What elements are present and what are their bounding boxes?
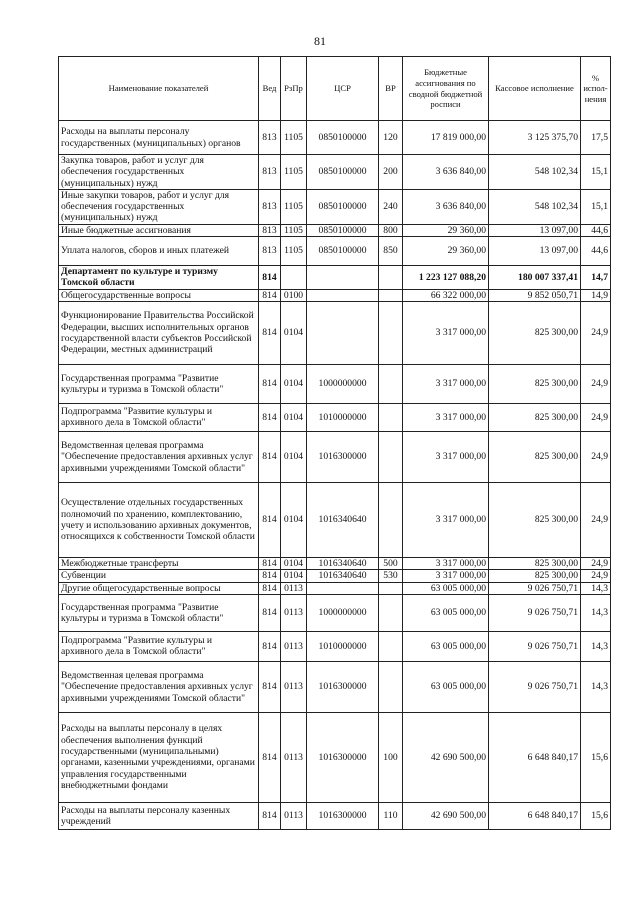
table-row [59, 631, 611, 661]
table-row [59, 403, 611, 431]
cell-assignments: 3 317 000,00 [403, 403, 489, 431]
cell-vr: 120 [379, 121, 403, 155]
cell-csr: 1016340640 [307, 570, 379, 582]
cell-ved: 813 [259, 121, 281, 155]
cell-vr [379, 631, 403, 661]
table-row [59, 301, 611, 364]
cell-cash-execution: 548 102,34 [489, 155, 581, 190]
cell-vr: 800 [379, 224, 403, 236]
table-row [59, 582, 611, 594]
cell-cash-execution: 13 097,00 [489, 237, 581, 266]
cell-csr: 1016300000 [307, 431, 379, 482]
table-row [59, 431, 611, 482]
cell-name: Другие общегосударственные вопросы [59, 582, 259, 594]
cell-cash-execution: 9 026 750,71 [489, 594, 581, 631]
cell-name: Расходы на выплаты персоналу в целях обеспечения выполнения функций государственными (муниципальными) органами, казенными учреждениями, органами управления государственными внебюджетными фондами [59, 712, 259, 802]
cell-percent: 44,6 [581, 237, 611, 266]
cell-name: Подпрограмма "Развитие культуры и архивного дела в Томской области" [59, 631, 259, 661]
cell-vr [379, 301, 403, 364]
cell-percent: 24,9 [581, 557, 611, 569]
table-row [59, 364, 611, 403]
cell-csr: 0850100000 [307, 121, 379, 155]
cell-percent: 24,9 [581, 364, 611, 403]
cell-percent: 14,3 [581, 661, 611, 712]
cell-ved: 813 [259, 224, 281, 236]
cell-csr: 0850100000 [307, 237, 379, 266]
header-csr: ЦСР [307, 57, 379, 121]
table-row [59, 570, 611, 582]
cell-ved: 813 [259, 189, 281, 224]
cell-csr [307, 301, 379, 364]
cell-csr [307, 582, 379, 594]
cell-assignments: 3 317 000,00 [403, 431, 489, 482]
cell-assignments: 3 317 000,00 [403, 301, 489, 364]
cell-percent: 15,1 [581, 155, 611, 190]
cell-cash-execution: 13 097,00 [489, 224, 581, 236]
cell-csr: 1016340640 [307, 557, 379, 569]
cell-percent: 14,7 [581, 266, 611, 290]
cell-csr: 1010000000 [307, 403, 379, 431]
cell-ved: 814 [259, 570, 281, 582]
cell-assignments: 3 317 000,00 [403, 557, 489, 569]
cell-assignments: 29 360,00 [403, 237, 489, 266]
page-number: 81 [314, 34, 326, 48]
cell-ved: 814 [259, 661, 281, 712]
cell-rzpr: 0104 [281, 364, 307, 403]
cell-csr: 1010000000 [307, 631, 379, 661]
cell-rzpr: 0104 [281, 482, 307, 557]
cell-csr: 1016300000 [307, 712, 379, 802]
cell-percent: 44,6 [581, 224, 611, 236]
cell-rzpr: 0113 [281, 594, 307, 631]
cell-ved: 814 [259, 289, 281, 301]
cell-rzpr: 0104 [281, 403, 307, 431]
table-row [59, 224, 611, 236]
cell-vr: 850 [379, 237, 403, 266]
cell-assignments: 3 636 840,00 [403, 155, 489, 190]
header-cash-execution: Кассовое исполнение [489, 57, 581, 121]
cell-assignments: 63 005 000,00 [403, 582, 489, 594]
cell-cash-execution: 9 026 750,71 [489, 582, 581, 594]
cell-csr: 1016340640 [307, 482, 379, 557]
cell-ved: 814 [259, 431, 281, 482]
table-header-row [59, 57, 611, 121]
cell-csr [307, 289, 379, 301]
cell-assignments: 42 690 500,00 [403, 712, 489, 802]
cell-ved: 813 [259, 237, 281, 266]
budget-table [58, 56, 611, 830]
cell-name: Государственная программа "Развитие культуры и туризма в Томской области" [59, 594, 259, 631]
table-row [59, 266, 611, 290]
cell-percent: 24,9 [581, 482, 611, 557]
table-row [59, 557, 611, 569]
cell-assignments: 3 317 000,00 [403, 364, 489, 403]
cell-assignments: 1 223 127 088,20 [403, 266, 489, 290]
cell-rzpr: 1105 [281, 121, 307, 155]
cell-ved: 814 [259, 631, 281, 661]
header-vr: ВР [379, 57, 403, 121]
table-row [59, 121, 611, 155]
cell-vr [379, 582, 403, 594]
cell-csr [307, 266, 379, 290]
cell-ved: 814 [259, 301, 281, 364]
cell-percent: 14,3 [581, 594, 611, 631]
cell-assignments: 66 322 000,00 [403, 289, 489, 301]
cell-cash-execution: 9 852 050,71 [489, 289, 581, 301]
table-row [59, 661, 611, 712]
cell-vr [379, 661, 403, 712]
cell-assignments: 17 819 000,00 [403, 121, 489, 155]
cell-vr [379, 431, 403, 482]
cell-percent: 15,1 [581, 189, 611, 224]
cell-vr [379, 403, 403, 431]
cell-name: Закупка товаров, работ и услуг для обеспечения государственных (муниципальных) нужд [59, 155, 259, 190]
cell-cash-execution: 6 648 840,17 [489, 712, 581, 802]
cell-cash-execution: 180 007 337,41 [489, 266, 581, 290]
cell-vr [379, 364, 403, 403]
cell-vr: 240 [379, 189, 403, 224]
cell-ved: 813 [259, 155, 281, 190]
cell-cash-execution: 9 026 750,71 [489, 631, 581, 661]
cell-percent: 15,6 [581, 712, 611, 802]
cell-name: Департамент по культуре и туризму Томской области [59, 266, 259, 290]
cell-percent: 15,6 [581, 802, 611, 829]
cell-rzpr: 0104 [281, 570, 307, 582]
cell-vr [379, 289, 403, 301]
cell-cash-execution: 825 300,00 [489, 482, 581, 557]
cell-percent: 17,5 [581, 121, 611, 155]
cell-rzpr: 0104 [281, 557, 307, 569]
table-row [59, 289, 611, 301]
header-percent: % испол-нения [581, 57, 611, 121]
table-body [59, 121, 611, 830]
cell-rzpr: 0104 [281, 301, 307, 364]
cell-cash-execution: 9 026 750,71 [489, 661, 581, 712]
table-row [59, 189, 611, 224]
cell-cash-execution: 825 300,00 [489, 431, 581, 482]
cell-csr: 1000000000 [307, 594, 379, 631]
cell-name: Ведомственная целевая программа "Обеспечение предоставления архивных услуг архивными учреждениями Томской области" [59, 431, 259, 482]
cell-name: Функционирование Правительства Российской Федерации, высших исполнительных органов государственной власти субъектов Российской Федерации, местных администраций [59, 301, 259, 364]
cell-rzpr: 0113 [281, 712, 307, 802]
cell-percent: 14,3 [581, 582, 611, 594]
cell-vr: 530 [379, 570, 403, 582]
cell-cash-execution: 3 125 375,70 [489, 121, 581, 155]
cell-rzpr: 1105 [281, 189, 307, 224]
cell-rzpr: 1105 [281, 224, 307, 236]
cell-ved: 814 [259, 403, 281, 431]
cell-vr: 110 [379, 802, 403, 829]
header-assignments: Бюджетные ассигнования по сводной бюджетной росписи [403, 57, 489, 121]
cell-name: Межбюджетные трансферты [59, 557, 259, 569]
cell-percent: 24,9 [581, 570, 611, 582]
cell-cash-execution: 548 102,34 [489, 189, 581, 224]
cell-csr: 1016300000 [307, 661, 379, 712]
cell-cash-execution: 825 300,00 [489, 301, 581, 364]
cell-name: Иные закупки товаров, работ и услуг для обеспечения государственных (муниципальных) нужд [59, 189, 259, 224]
cell-rzpr: 0100 [281, 289, 307, 301]
cell-ved: 814 [259, 712, 281, 802]
cell-name: Уплата налогов, сборов и иных платежей [59, 237, 259, 266]
cell-rzpr: 0113 [281, 582, 307, 594]
table-row [59, 594, 611, 631]
cell-vr [379, 266, 403, 290]
cell-vr: 100 [379, 712, 403, 802]
cell-rzpr: 1105 [281, 237, 307, 266]
cell-name: Подпрограмма "Развитие культуры и архивного дела в Томской области" [59, 403, 259, 431]
cell-percent: 24,9 [581, 403, 611, 431]
cell-rzpr [281, 266, 307, 290]
cell-vr [379, 482, 403, 557]
cell-cash-execution: 825 300,00 [489, 364, 581, 403]
cell-cash-execution: 825 300,00 [489, 557, 581, 569]
cell-cash-execution: 6 648 840,17 [489, 802, 581, 829]
table-row [59, 802, 611, 829]
cell-ved: 814 [259, 802, 281, 829]
cell-rzpr: 0113 [281, 802, 307, 829]
cell-assignments: 3 317 000,00 [403, 570, 489, 582]
cell-assignments: 63 005 000,00 [403, 594, 489, 631]
cell-name: Субвенции [59, 570, 259, 582]
cell-csr: 0850100000 [307, 224, 379, 236]
cell-percent: 14,3 [581, 631, 611, 661]
cell-rzpr: 0104 [281, 431, 307, 482]
table-row [59, 237, 611, 266]
cell-ved: 814 [259, 557, 281, 569]
cell-name: Иные бюджетные ассигнования [59, 224, 259, 236]
cell-assignments: 63 005 000,00 [403, 631, 489, 661]
cell-name: Расходы на выплаты персоналу казенных учреждений [59, 802, 259, 829]
cell-percent: 14,9 [581, 289, 611, 301]
cell-name: Государственная программа "Развитие культуры и туризма в Томской области" [59, 364, 259, 403]
cell-vr [379, 594, 403, 631]
cell-assignments: 29 360,00 [403, 224, 489, 236]
cell-ved: 814 [259, 482, 281, 557]
cell-percent: 24,9 [581, 301, 611, 364]
cell-name: Осуществление отдельных государственных полномочий по хранению, комплектованию, учету и использованию архивных документов, относящихся к собственности Томской области [59, 482, 259, 557]
cell-ved: 814 [259, 364, 281, 403]
cell-name: Расходы на выплаты персоналу государственных (муниципальных) органов [59, 121, 259, 155]
cell-ved: 814 [259, 266, 281, 290]
cell-assignments: 3 317 000,00 [403, 482, 489, 557]
cell-name: Общегосударственные вопросы [59, 289, 259, 301]
table-row [59, 482, 611, 557]
cell-name: Ведомственная целевая программа "Обеспечение предоставления архивных услуг архивными учреждениями Томской области" [59, 661, 259, 712]
cell-rzpr: 0113 [281, 661, 307, 712]
header-name: Наименование показателей [59, 57, 259, 121]
cell-csr: 1016300000 [307, 802, 379, 829]
cell-rzpr: 0113 [281, 631, 307, 661]
cell-ved: 814 [259, 582, 281, 594]
cell-csr: 0850100000 [307, 155, 379, 190]
cell-assignments: 3 636 840,00 [403, 189, 489, 224]
cell-assignments: 42 690 500,00 [403, 802, 489, 829]
table-row [59, 155, 611, 190]
cell-ved: 814 [259, 594, 281, 631]
header-rzpr: РзПр [281, 57, 307, 121]
cell-assignments: 63 005 000,00 [403, 661, 489, 712]
cell-vr: 500 [379, 557, 403, 569]
cell-cash-execution: 825 300,00 [489, 570, 581, 582]
cell-cash-execution: 825 300,00 [489, 403, 581, 431]
table-row [59, 712, 611, 802]
cell-vr: 200 [379, 155, 403, 190]
cell-csr: 0850100000 [307, 189, 379, 224]
cell-csr: 1000000000 [307, 364, 379, 403]
cell-percent: 24,9 [581, 431, 611, 482]
header-ved: Вед [259, 57, 281, 121]
cell-rzpr: 1105 [281, 155, 307, 190]
